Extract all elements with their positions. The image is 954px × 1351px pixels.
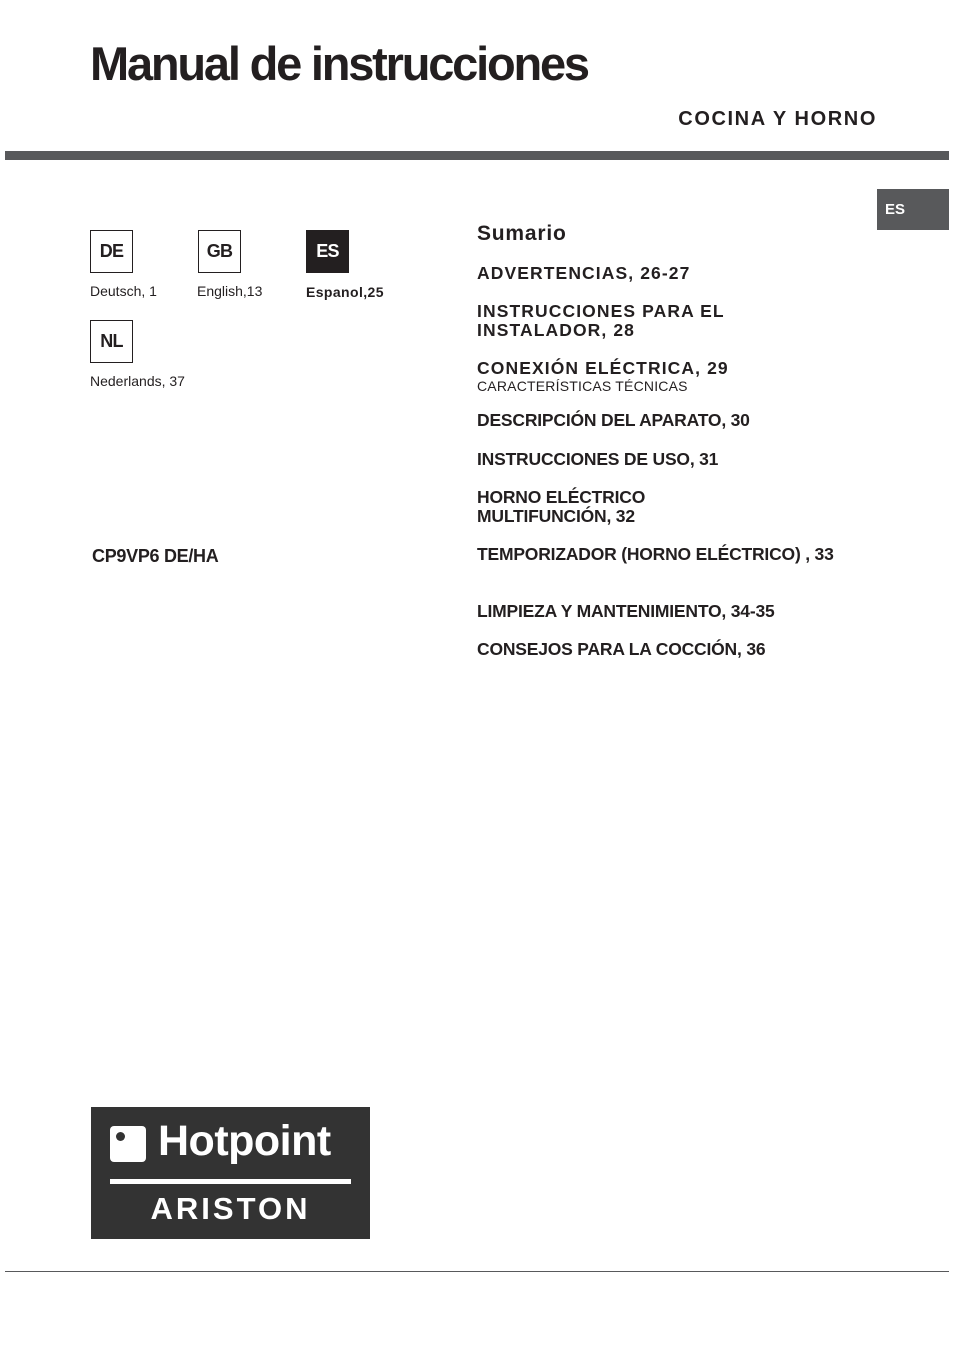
brand-logo <box>91 1107 370 1239</box>
language-label-de[interactable]: Deutsch, 1 <box>90 283 157 299</box>
language-box-es[interactable]: ES <box>306 230 349 273</box>
toc-entry-limpieza[interactable] <box>477 602 857 621</box>
sumario-heading: Sumario <box>477 222 567 245</box>
language-label-nl[interactable]: Nederlands, 37 <box>90 373 185 389</box>
language-box-gb[interactable]: GB <box>198 230 241 273</box>
toc-entry-instalador[interactable] <box>477 302 747 340</box>
header-divider <box>5 151 949 160</box>
language-box-nl[interactable]: NL <box>90 320 133 363</box>
toc-entry-title: CONSEJOS PARA LA COCCIÓN, 36 <box>477 639 766 659</box>
toc-entry-consejos[interactable] <box>477 640 857 659</box>
toc-entry-subtitle: CARACTERÍSTICAS TÉCNICAS <box>477 378 688 394</box>
toc-entry-descripcion[interactable] <box>477 411 857 430</box>
toc-entry-title: INSTRUCCIONES DE USO, 31 <box>477 449 719 469</box>
language-label-gb[interactable]: English,13 <box>197 283 263 299</box>
language-label-es[interactable]: Espanol,25 <box>306 284 384 300</box>
logo-sub-text: ARISTON <box>150 1191 311 1226</box>
footer-divider <box>5 1271 949 1272</box>
logo-dot-icon <box>116 1132 125 1141</box>
toc-entry-conexion-electrica[interactable] <box>477 359 857 394</box>
language-tab-es[interactable]: ES <box>877 189 949 230</box>
toc-entry-title: TEMPORIZADOR (HORNO ELÉCTRICO) , 33 <box>477 544 834 564</box>
toc-entry-advertencias[interactable] <box>477 264 857 283</box>
toc-entry-title: CONEXIÓN ELÉCTRICA, 29 <box>477 358 729 378</box>
toc-entry-temporizador[interactable] <box>477 545 847 564</box>
logo-mark-icon <box>110 1126 146 1162</box>
toc-entry-horno-multifuncion[interactable] <box>477 488 677 526</box>
toc-entry-title: DESCRIPCIÓN DEL APARATO, 30 <box>477 410 750 430</box>
language-box-de[interactable]: DE <box>90 230 133 273</box>
product-subtitle: COCINA Y HORNO <box>678 108 877 130</box>
logo-divider <box>110 1179 351 1184</box>
toc-entry-title: LIMPIEZA Y MANTENIMIENTO, 34-35 <box>477 601 775 621</box>
page-title: Manual de instrucciones <box>90 37 588 90</box>
model-number: CP9VP6 DE/HA <box>92 546 219 566</box>
toc-entry-title: INSTRUCCIONES PARA EL INSTALADOR, 28 <box>477 301 725 340</box>
toc-entry-title: ADVERTENCIAS, 26-27 <box>477 263 691 283</box>
logo-brand-text: Hotpoint <box>158 1117 331 1165</box>
toc-entry-title: HORNO ELÉCTRICO MULTIFUNCIÓN, 32 <box>477 487 646 526</box>
toc-entry-instrucciones-uso[interactable] <box>477 450 857 469</box>
